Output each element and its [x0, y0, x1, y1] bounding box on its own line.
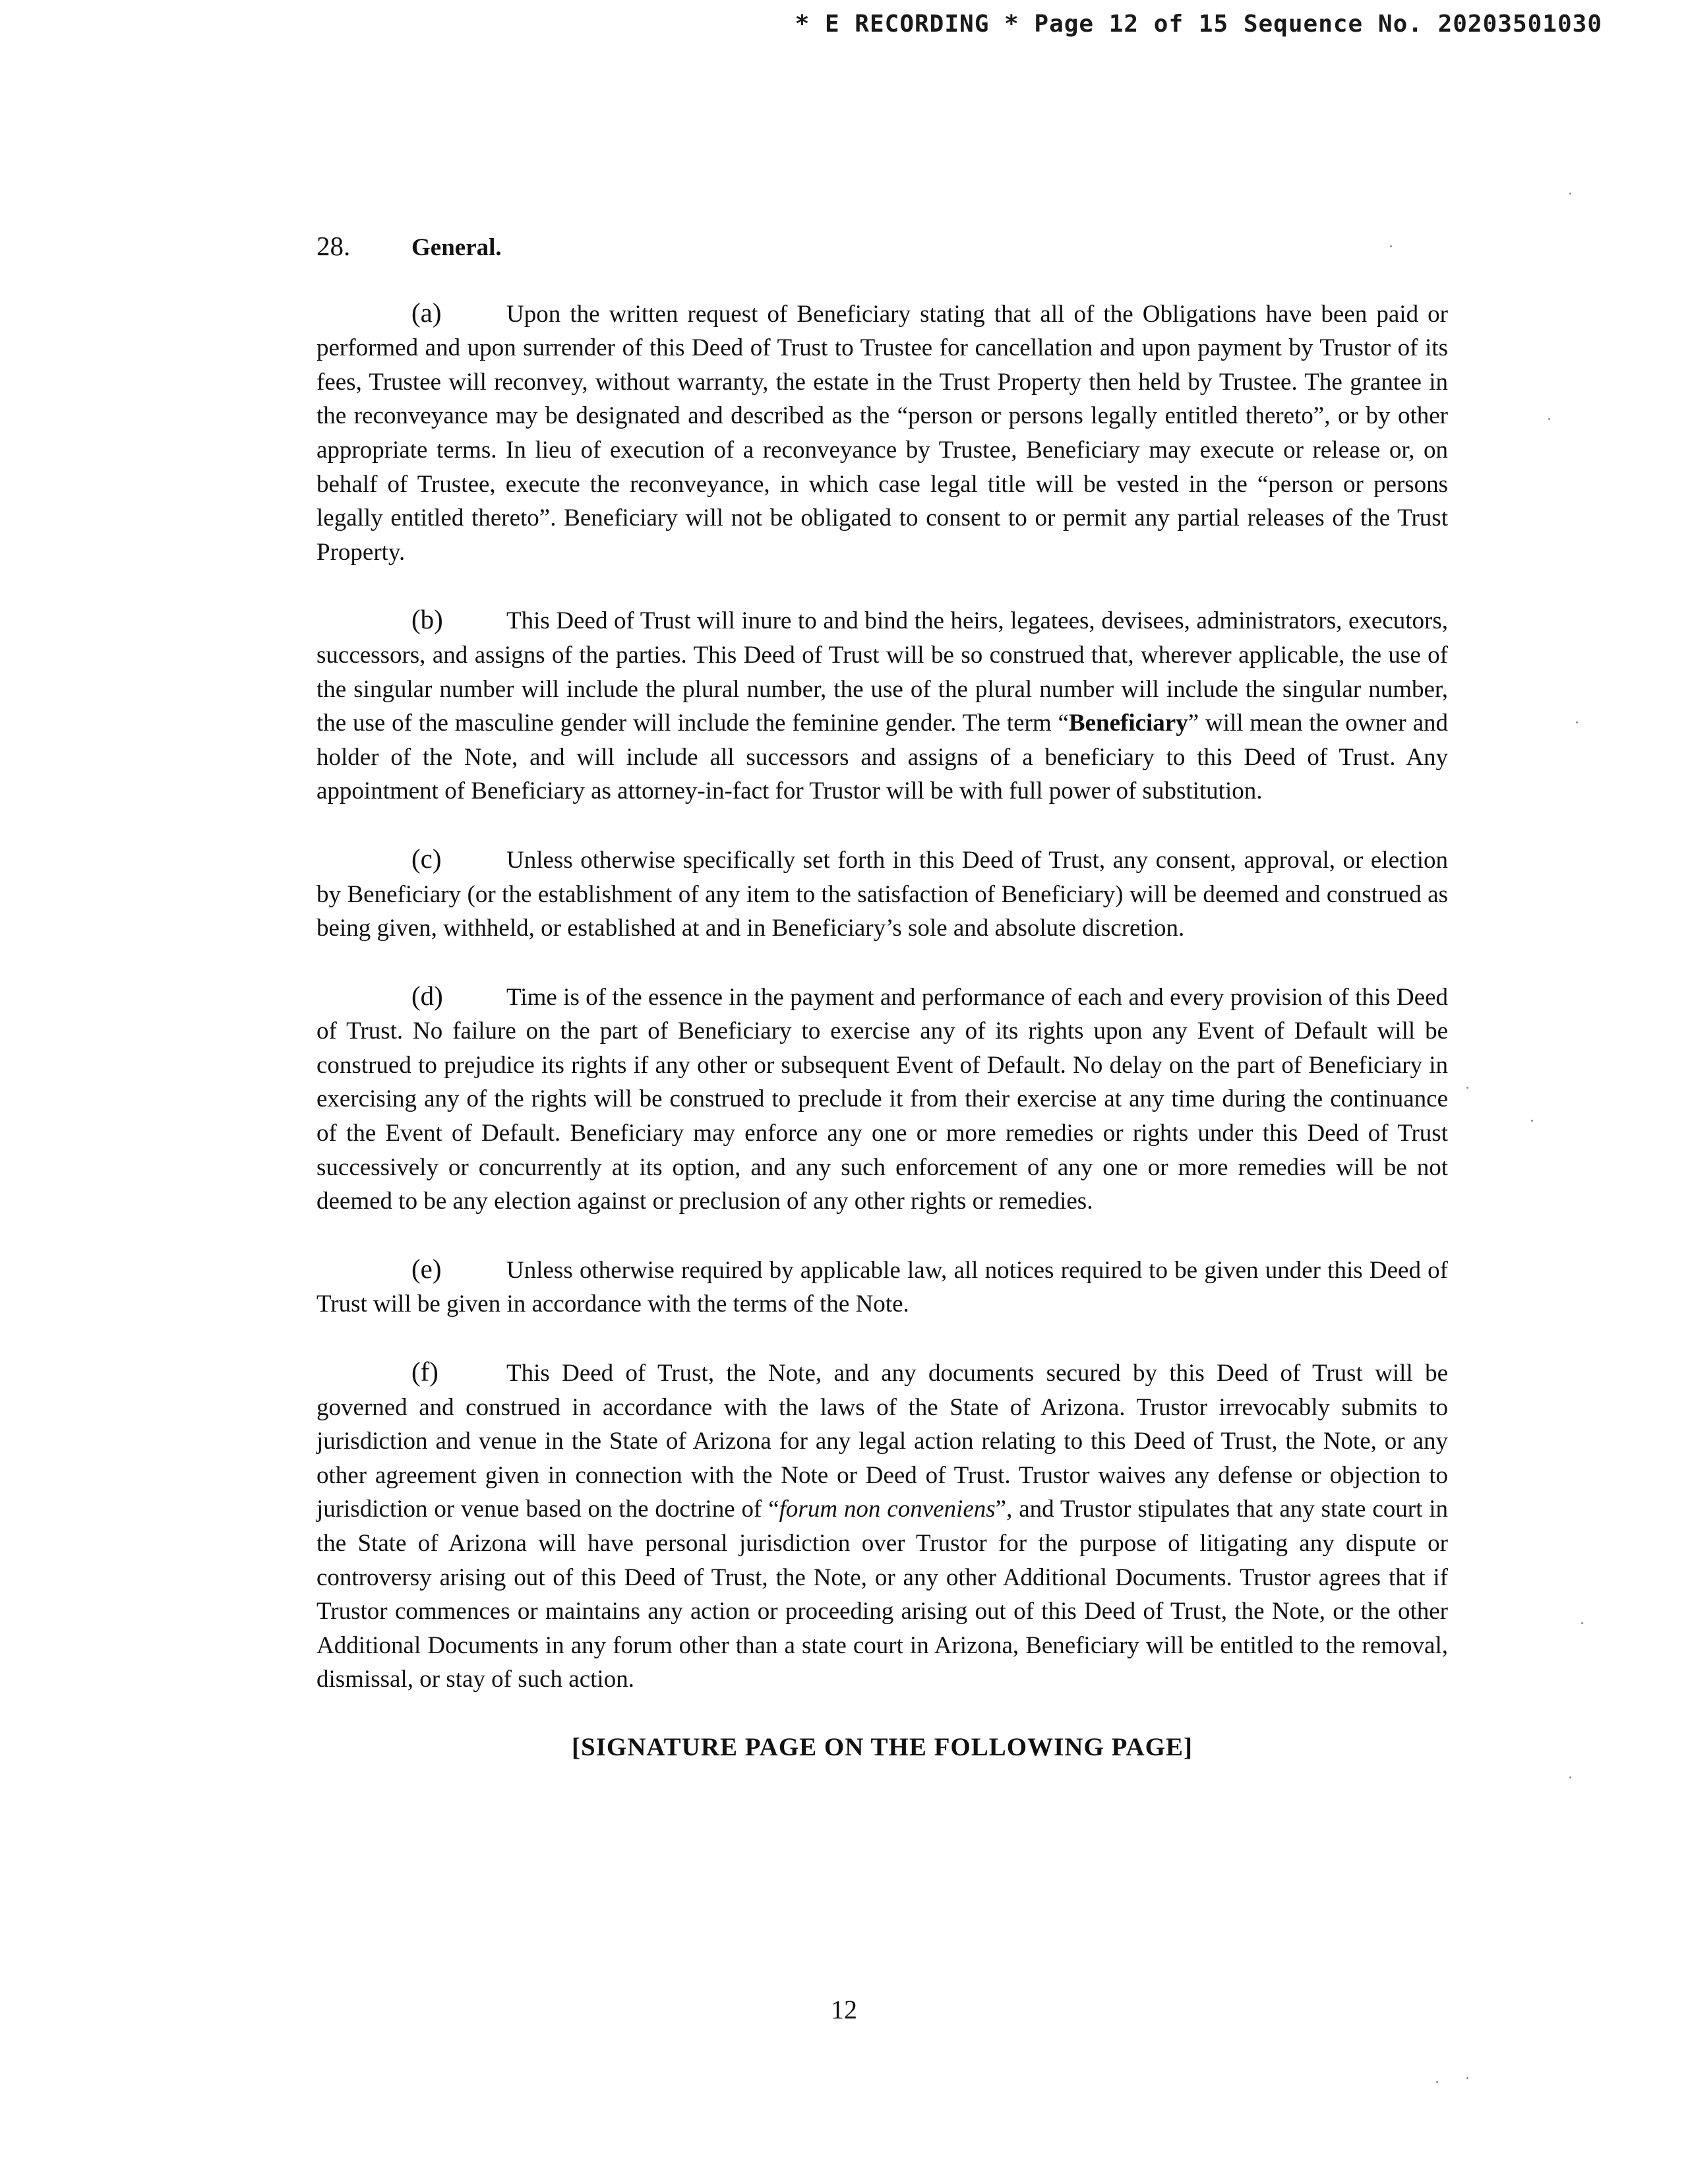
- page-number: 12: [831, 1995, 857, 2024]
- recording-stamp: * E RECORDING * Page 12 of 15 Sequence No. 20203501030: [795, 11, 1602, 38]
- latin-term: forum non conveniens: [779, 1496, 996, 1523]
- signature-page-notice: [SIGNATURE PAGE ON THE FOLLOWING PAGE]: [572, 1732, 1193, 1761]
- scan-speck: [1548, 418, 1550, 420]
- paragraph-label-d: (d): [411, 980, 443, 1011]
- paragraph-text-a: Upon the written request of Beneficiary stating that all of the Obligations have been paid or performed and upon surrender of this Deed of Trust to Trustee for cancellation and upon payment by Trustor of its fees, Trustee will reconvey, without warranty, the estate in the Trust Property then held by Trustee. The grantee in the reconveyance may be designated and described as the “person or persons legally entitled thereto”, or by other appropriate terms. In lieu of execution of a reconveyance by Trustee, Beneficiary may execute or release or, on behalf of Trustee, execute the reconveyance, in which case legal title will be vested in the “person or persons legally entitled thereto”. Beneficiary will not be obligated to consent to or permit any partial releases of the Trust Property.: [316, 300, 1448, 566]
- paragraph-label-e: (e): [411, 1253, 442, 1284]
- paragraph-text-e: Unless otherwise required by applicable law, all notices required to be given under this Deed of Trust will be given in accordance with the terms of the Note.: [316, 1256, 1448, 1318]
- document-body: [316, 229, 1448, 1765]
- paragraph-text-f-start: This Deed of Trust, the Note, and any documents secured by this Deed of Trust will be governed and construed in accordance with the laws of the State of Arizona. Trustor irrevocably submits to jurisdiction and venue in the State of Arizona for any legal action relating to this Deed of Trust, the Note, or any other agreement given in connection with the Note or Deed of Trust. Trustor waives any defense or objection to jurisdiction or venue based on the doctrine of “: [316, 1360, 1448, 1523]
- section-title: General.: [411, 234, 502, 261]
- section-heading: [316, 229, 1448, 265]
- scan-speck: [1466, 1087, 1468, 1089]
- scan-speck: [1390, 245, 1392, 247]
- paragraph-label-f: (f): [411, 1356, 438, 1387]
- scan-speck: [1569, 1776, 1571, 1778]
- paragraph-b: [316, 603, 1448, 808]
- scan-speck: [1569, 193, 1571, 195]
- scan-speck: [1581, 1622, 1583, 1624]
- paragraph-text-c: Unless otherwise specifically set forth in this Deed of Trust, any consent, approval, or election by Beneficiary (or the establishment of any item to the satisfaction of Beneficiary) will be deemed and construed as being given, withheld, or established at and in Beneficiary’s sole and absolute discretion.: [316, 846, 1448, 942]
- scan-speck: [1531, 1120, 1533, 1122]
- paragraph-text-b-end: ” will mean the owner and holder of the Note, and will include all successors and assigns of a beneficiary to this Deed of Trust. Any appointment of Beneficiary as attorney-in-fact for Trustor will be with full power of substitution.: [316, 710, 1448, 805]
- paragraph-a: [316, 296, 1448, 570]
- paragraph-d: [316, 979, 1448, 1219]
- defined-term-beneficiary: Beneficiary: [1068, 710, 1188, 737]
- paragraph-f: [316, 1355, 1448, 1697]
- scan-speck: [1576, 721, 1578, 723]
- paragraph-e: [316, 1252, 1448, 1321]
- paragraph-text-d: Time is of the essence in the payment and performance of each and every provision of this Deed of Trust. No failure on the part of Beneficiary to exercise any of its rights upon any Event of Default will be construed to prejudice its rights if any other or subsequent Event of Default. No delay on the part of Beneficiary in exercising any of the rights will be construed to preclude it from their exercise at any time during the continuance of the Event of Default. Beneficiary may enforce any one or more remedies or rights under this Deed of Trust successively or concurrently at its option, and any such enforcement of any one or more remedies will be not deemed to be any election against or preclusion of any other rights or remedies.: [316, 983, 1448, 1215]
- paragraph-label-b: (b): [411, 604, 443, 635]
- paragraph-label-c: (c): [411, 843, 442, 874]
- scan-speck: [1436, 2081, 1438, 2083]
- paragraph-text-b-start: This Deed of Trust will inure to and bind the heirs, legatees, devisees, administrators, executors, successors, and assigns of the parties. This Deed of Trust will be so construed that, wherever applicable, the use of the singular number will include the plural number, the use of the plural number will include the singular number, the use of the masculine gender will include the feminine gender. The term “: [316, 607, 1448, 737]
- paragraph-label-a: (a): [411, 297, 442, 328]
- paragraph-text-f-end: ”, and Trustor stipulates that any state court in the State of Arizona will have personal jurisdiction over Trustor for the purpose of litigating any dispute or controversy arising out of this Deed of Trust, the Note, or any other Additional Documents. Trustor agrees that if Trustor commences or maintains any action or proceeding arising out of this Deed of Trust, the Note, or the other Additional Documents in any forum other than a state court in Arizona, Beneficiary will be entitled to the removal, dismissal, or stay of such action.: [316, 1496, 1448, 1693]
- scan-speck: [1466, 2077, 1468, 2079]
- section-number: 28.: [316, 231, 351, 261]
- paragraph-c: [316, 842, 1448, 946]
